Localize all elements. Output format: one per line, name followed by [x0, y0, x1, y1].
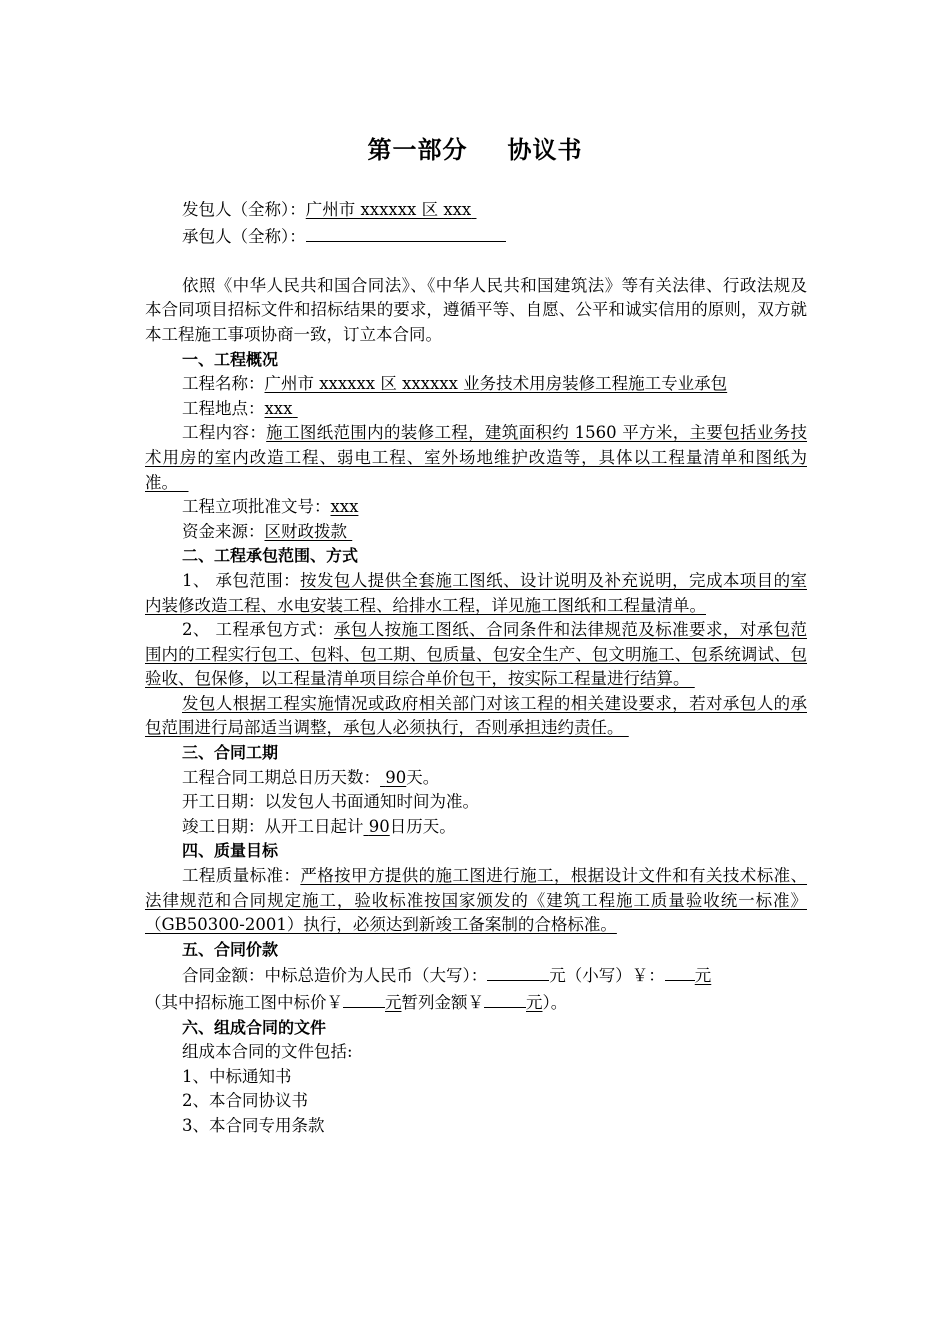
document-body: [145, 198, 807, 1139]
adjust-value: 发包人根据工程实施情况或政府相关部门对该工程的相关建设要求，若对承包人的承包范围进行局部适当调整，承包人必须执行，否则承担违约责任。: [145, 693, 807, 738]
total-days-value: 90: [385, 767, 407, 787]
project-name-line: 工程名称：广州市 xxxxxx 区 xxxxxx 业务技术用房装修工程施工专业承包: [182, 374, 728, 394]
project-location-value: xxx: [264, 398, 293, 418]
price-line-1: 合同金额：中标总造价为人民币（大写）： 元（小写）￥： 元: [145, 962, 807, 989]
provisional-sum-blank: [484, 989, 526, 1008]
list-item: 3、本合同专用条款: [182, 1115, 325, 1135]
approval-line: 工程立项批准文号：xxx: [182, 497, 359, 517]
intro-paragraph: 依照《中华人民共和国合同法》、《中华人民共和国建筑法》等有关法律、行政法规及本合同项目招标文件和招标结果的要求，遵循平等、自愿、公平和诚实信用的原则，双方就本工程施工事项协商一致，订立本合同。: [145, 275, 807, 344]
total-days-line: 工程合同工期总日历天数： 90天。: [182, 767, 440, 787]
list-item: 1、中标通知书: [182, 1066, 292, 1086]
employer-line: [145, 198, 807, 223]
section-3-heading: 三、合同工期: [182, 743, 279, 763]
end-days-value: 90: [368, 816, 390, 836]
employer-label: 发包人（全称）：: [182, 200, 306, 219]
section-1-heading: 一、工程概况: [182, 349, 279, 369]
price-capital-blank: [487, 962, 549, 981]
section-6-heading: 六、组成合同的文件: [182, 1017, 327, 1037]
section-2-heading: 二、工程承包范围、方式: [182, 546, 359, 566]
contractor-label: 承包人（全称）：: [182, 226, 306, 246]
project-name-value: 广州市 xxxxxx 区 xxxxxx 业务技术用房装修工程施工专业承包: [264, 374, 728, 394]
scope-paragraph: 1、 承包范围：按发包人提供全套施工图纸、设计说明及补充说明，完成本项目的室内装修改造工程、水电安装工程、给排水工程，详见施工图纸和工程量清单。: [145, 570, 807, 615]
quality-paragraph: 工程质量标准：严格按甲方提供的施工图进行施工，根据设计文件和有关技术标准、法律规范和合同规定施工，验收标准按国家颁发的《建筑工程施工质量验收统一标准》（GB50300-2001）执行，必须达到新竣工备案制的合格标准。: [145, 866, 808, 935]
mode-value: 承包人按施工图纸、合同条件和法律规范及标准要求，对承包范围内的工程实行包工、包料、包工期、包质量、包安全生产、包文明施工、包系统调试、包验收、包保修，以工程量清单项目综合单价包干，按实际工程量进行结算。: [145, 620, 808, 689]
mode-paragraph: 2、 工程承包方式：承包人按施工图纸、合同条件和法律规范及标准要求，对承包范围内的工程实行包工、包料、包工期、包质量、包安全生产、包文明施工、包系统调试、包验收、包保修，以工程量清单项目综合单价包干，按实际工程量进行结算。: [145, 620, 808, 689]
section-5-heading: 五、合同价款: [182, 939, 279, 959]
price-line-2: （其中招标施工图中标价￥ 元暂列金额￥ 元）。: [145, 989, 807, 1016]
project-content-line: 工程内容：施工图纸范围内的装修工程，建筑面积约 1560 平方米，主要包括业务技术用房的室内改造工程、弱电工程、室外场地维护改造等，具体以工程量清单和图纸为准。: [145, 423, 808, 492]
approval-value: xxx: [330, 497, 359, 517]
adjust-paragraph: [145, 692, 807, 741]
end-date-line: 竣工日期：从开工日起计 90日历天。: [182, 816, 456, 836]
section-4-heading: 四、质量目标: [182, 841, 279, 861]
list-item: 2、本合同协议书: [182, 1091, 308, 1111]
fund-source-value: 区财政拨款: [264, 521, 347, 541]
documents-intro: 组成本合同的文件包括:: [182, 1042, 353, 1062]
page-title: [0, 132, 950, 168]
project-content-value: 施工图纸范围内的装修工程，建筑面积约 1560 平方米，主要包括业务技术用房的室内改造工程、弱电工程、室外场地维护改造等，具体以工程量清单和图纸为准。: [145, 423, 808, 492]
title-part2: 协议书: [507, 136, 583, 164]
bid-price-blank: [343, 989, 385, 1008]
employer-value: 广州市 xxxxxx 区 xxx: [305, 200, 472, 219]
title-part1: 第一部分: [367, 136, 468, 164]
contractor-line: [145, 223, 807, 250]
price-figure-blank: [665, 962, 695, 981]
start-date-line: 开工日期：以发包人书面通知时间为准。: [182, 792, 479, 812]
quality-value: 严格按甲方提供的施工图进行施工，根据设计文件和有关技术标准、法律规范和合同规定施工，验收标准按国家颁发的《建筑工程施工质量验收统一标准》（GB50300-2001）执行，必须达到新竣工备案制的合格标准。: [145, 866, 808, 935]
fund-source-line: 资金来源：区财政拨款: [182, 521, 347, 541]
contractor-blank: [306, 223, 506, 242]
project-location-line: 工程地点：xxx: [182, 398, 293, 418]
scope-value: 按发包人提供全套施工图纸、设计说明及补充说明，完成本项目的室内装修改造工程、水电安装工程、给排水工程，详见施工图纸和工程量清单。: [145, 570, 807, 615]
